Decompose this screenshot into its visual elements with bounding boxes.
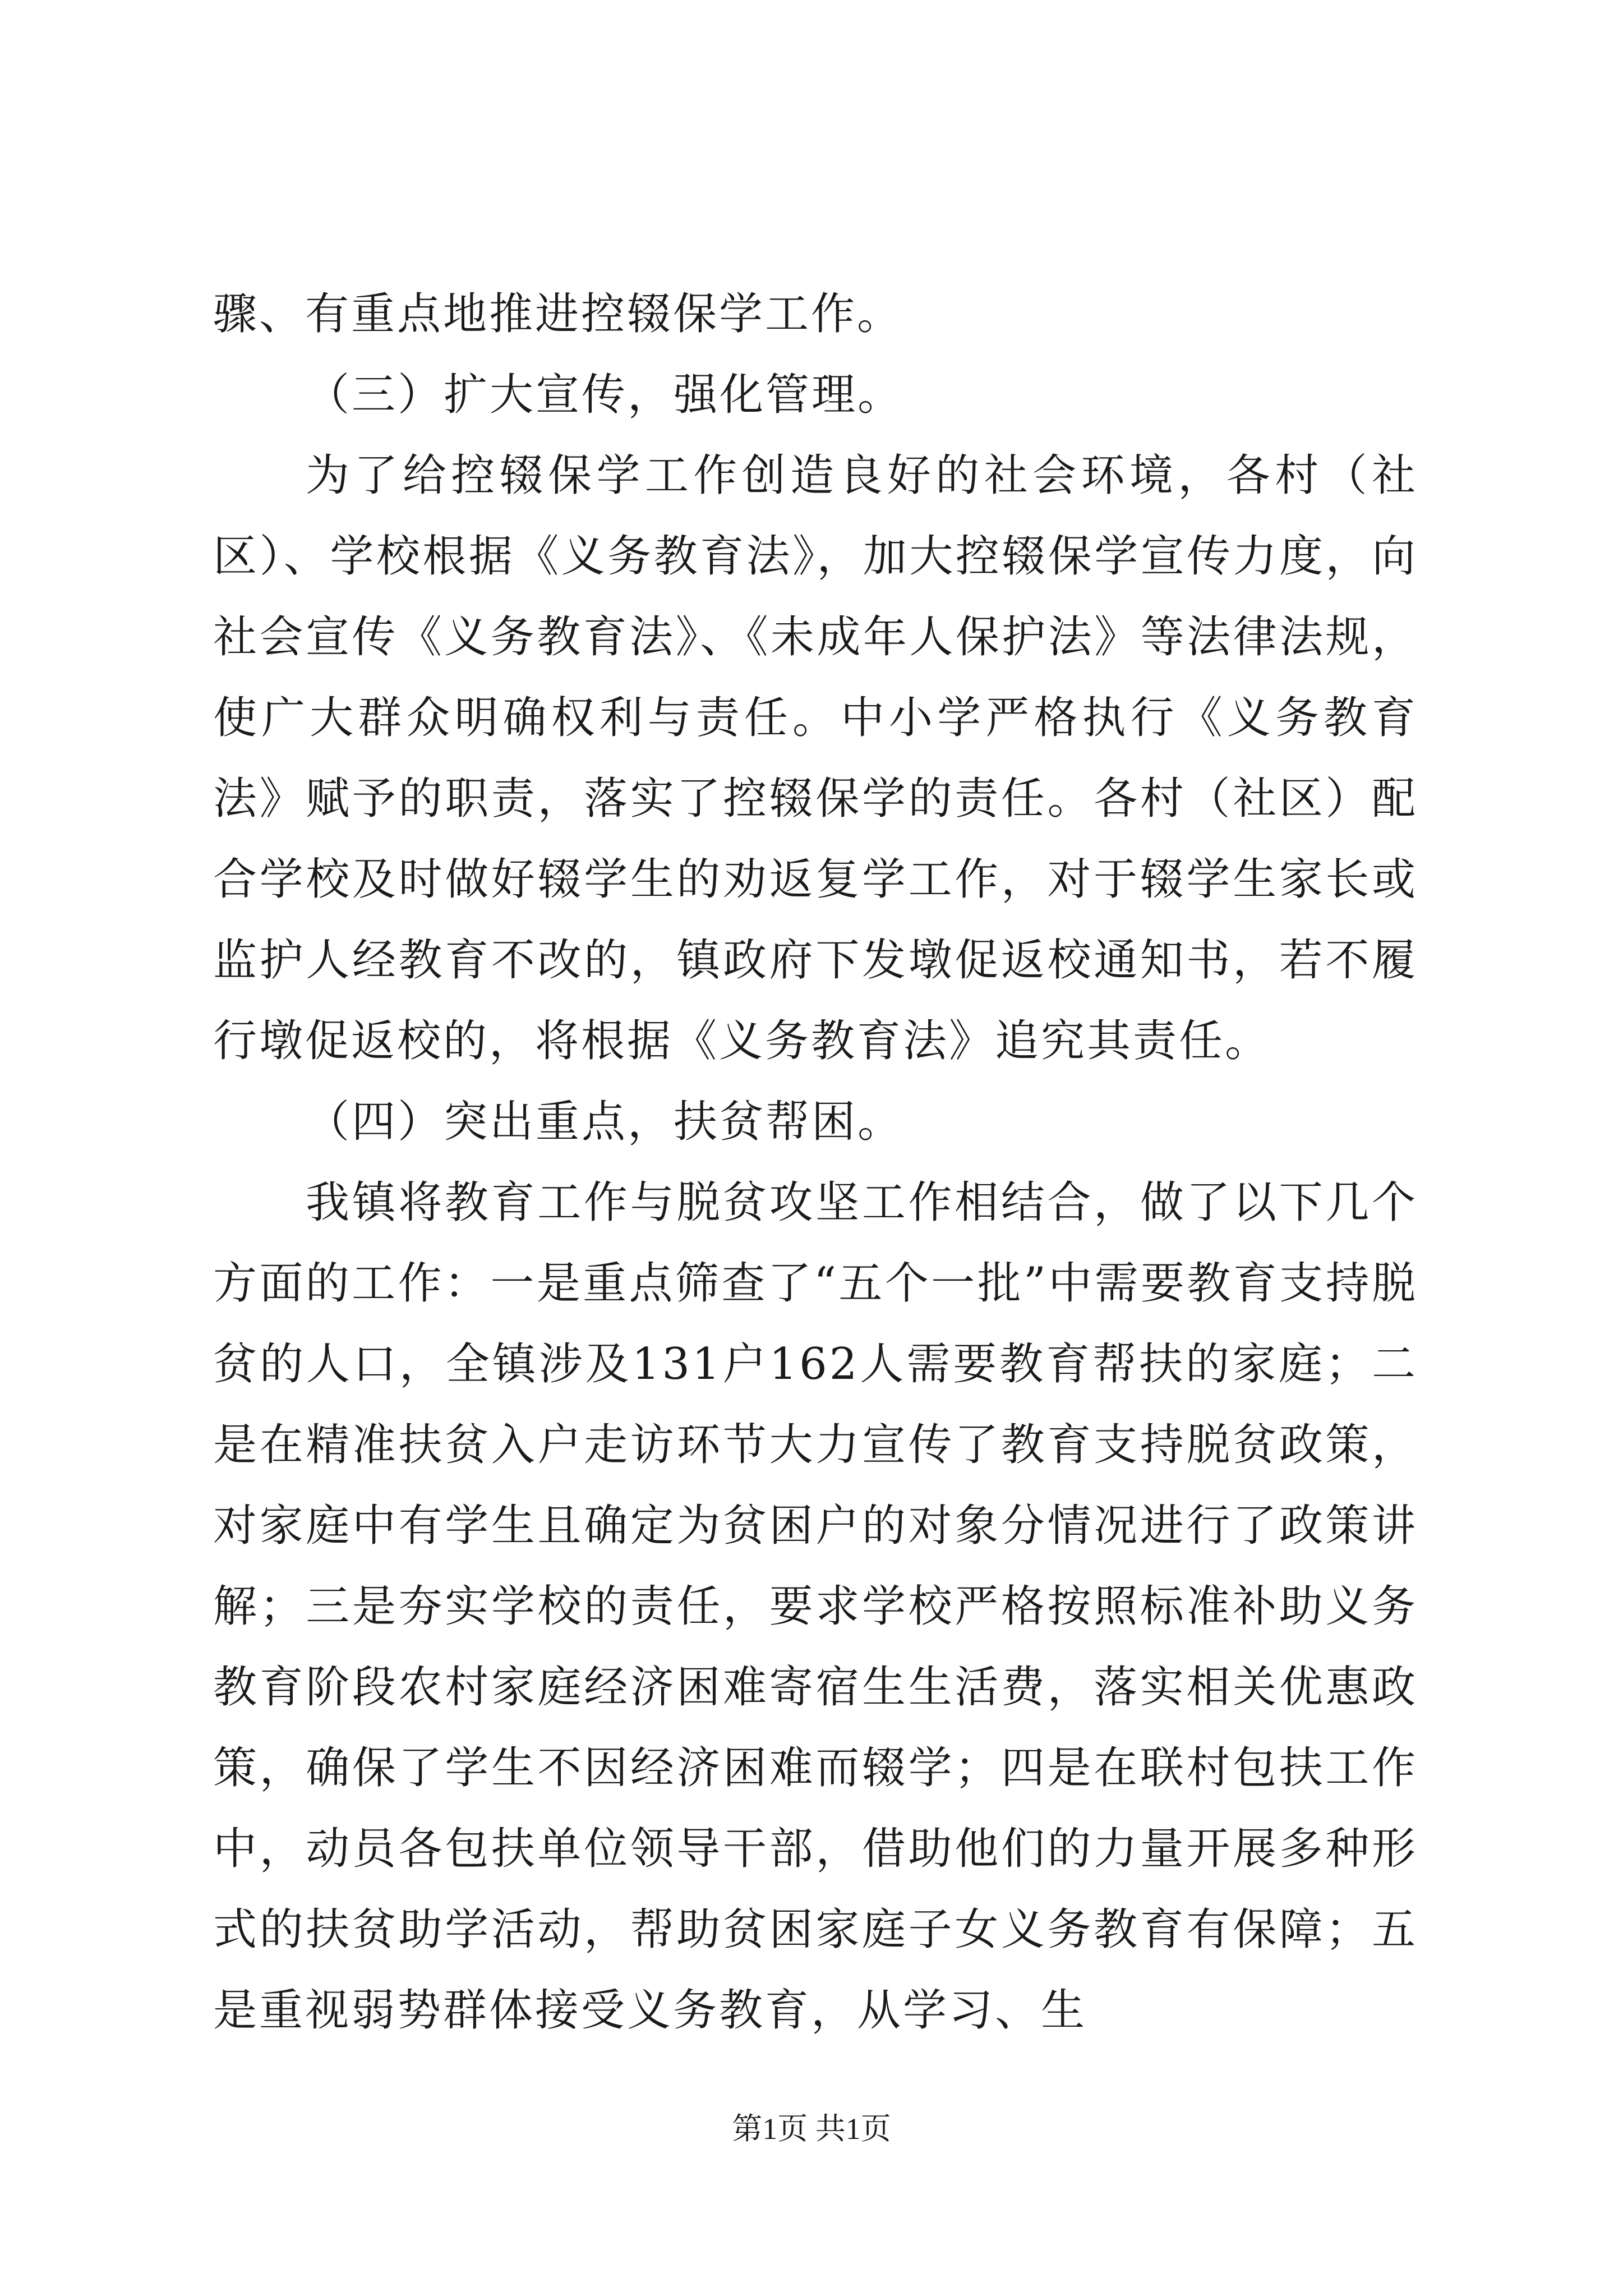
section-heading-three: （三）扩大宣传，强化管理。 xyxy=(306,370,904,420)
paragraph-poverty-relief: 我镇将教育工作与脱贫攻坚工作相结合，做了以下几个方面的工作：一是重点筛查了“五个一批”中需要教育支持脱贫的人口，全镇涉及131户162人需要教育帮扶的家庭；二是在精准扶贫入户走访环节大力宣传了教育支持脱贫政策，对家庭中有学生且确定为贫困户的对象分情况进行了政策讲解；三是夯实学校的责任，要求学校严格按照标准补助义务教育阶段农村家庭经济困难寄宿生生活费，落实相关优惠政策，确保了学生不因经济困难而辍学；四是在联村包扶工作中，动员各包扶单位领导干部，借助他们的力量开展多种形式的扶贫助学活动，帮助贫困家庭子女义务教育有保障；五是重视弱势群体接受义务教育，从学习、生 xyxy=(213,1177,1418,2036)
body-text xyxy=(213,274,1418,2051)
page-footer: 第1页 共1页 xyxy=(732,2112,891,2146)
paragraph-publicity: 为了给控辍保学工作创造良好的社会环境，各村（社区）、学校根据《义务教育法》，加大控辍保学宣传力度，向社会宣传《义务教育法》、《未成年人保护法》等法律法规，使广大群众明确权利与责任。中小学严格执行《义务教育法》赋予的职责，落实了控辍保学的责任。各村（社区）配合学校及时做好辍学生的劝返复学工作，对于辍学生家长或监护人经教育不改的，镇政府下发墩促返校通知书，若不履行墩促返校的，将根据《义务教育法》追究其责任。 xyxy=(213,450,1418,1066)
section-heading-four: （四）突出重点，扶贫帮困。 xyxy=(306,1097,904,1147)
paragraph-continuation: 骤、有重点地推进控辍保学工作。 xyxy=(213,289,903,339)
